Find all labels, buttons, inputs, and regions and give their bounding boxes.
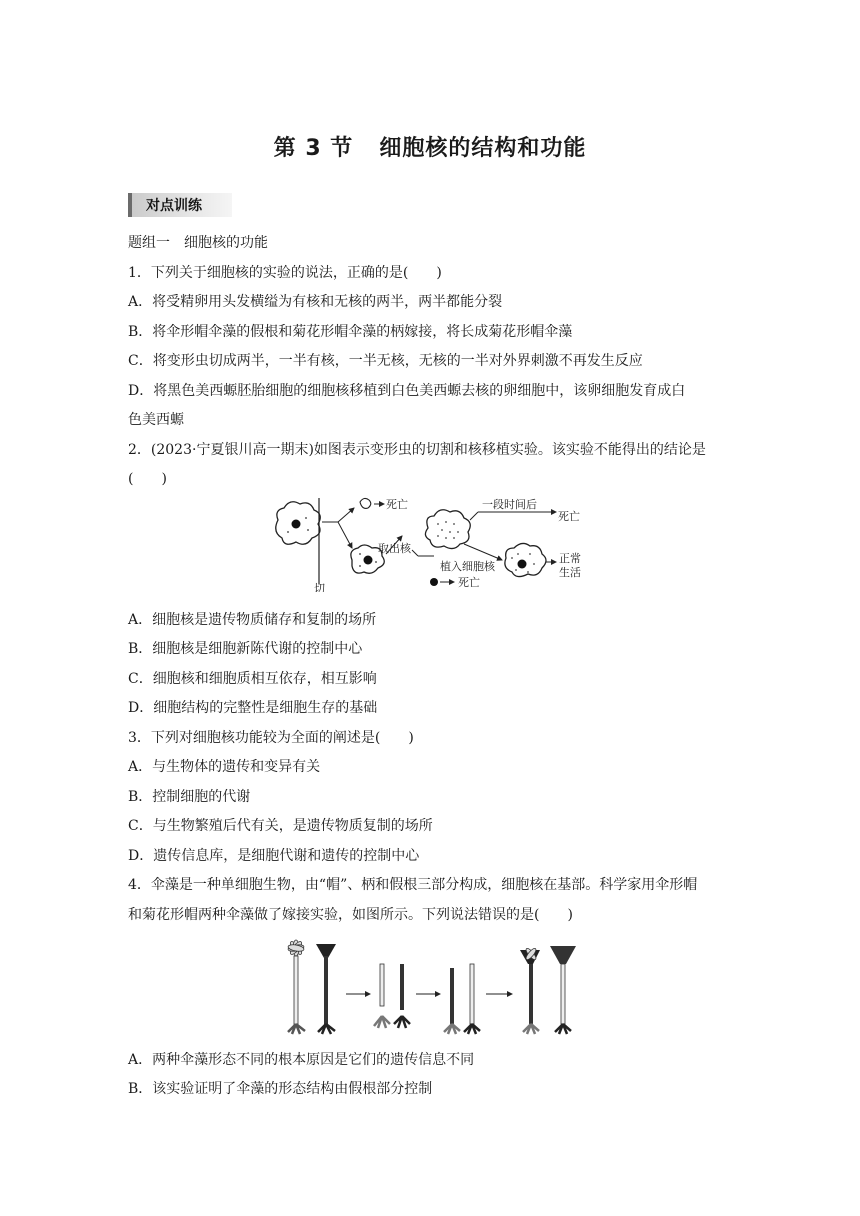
q2-option-d: D．细胞结构的完整性是细胞生存的基础 — [128, 700, 378, 716]
nucleus-extracted — [430, 578, 438, 586]
alga-umbrella-cap — [316, 944, 336, 1034]
nucleus-restored — [518, 560, 527, 569]
badge-label: 对点训练 — [146, 198, 202, 214]
q4-stem: 4．伞藻是一种单细胞生物，由“帽”、柄和假根三部分构成，细胞核在基部。科学家用伞形帽 — [128, 877, 698, 893]
alga-chrysanthemum-cap — [288, 940, 305, 1034]
q3-option-c: C．与生物繁殖后代有关，是遗传物质复制的场所 — [128, 818, 433, 834]
amoeba-experiment-figure — [272, 492, 592, 592]
q2-option-a: A．细胞核是遗传物质储存和复制的场所 — [128, 612, 377, 628]
normal-label-2: 生活 — [559, 566, 581, 579]
q2-option-b: B．细胞核是细胞新陈代谢的控制中心 — [128, 641, 363, 657]
q1-stem: 1．下列关于细胞核的实验的说法，正确的是( ) — [128, 265, 442, 281]
q3-option-a: A．与生物体的遗传和变异有关 — [128, 759, 321, 775]
section-name: 细胞核的结构和功能 — [379, 136, 587, 161]
normal-label-1: 正常 — [559, 552, 581, 565]
q4-option-b: B．该实验证明了伞藻的形态结构由假根部分控制 — [128, 1081, 433, 1097]
extract-nucleus-label: 取出核 — [378, 542, 411, 555]
alga-cut-stalks — [374, 964, 410, 1028]
death-label-1: 死亡 — [386, 498, 408, 511]
q3-option-b: B．控制细胞的代谢 — [128, 789, 251, 805]
practice-badge — [128, 193, 232, 217]
q3-stem: 3．下列对细胞核功能较为全面的阐述是( ) — [128, 730, 414, 746]
q1-option-d-cont: 色美西螈 — [128, 412, 184, 428]
nucleus-half — [364, 556, 373, 565]
q4-option-a: A．两种伞藻形态不同的根本原因是它们的遗传信息不同 — [128, 1052, 475, 1068]
q2-option-c: C．细胞核和细胞质相互依存，相互影响 — [128, 671, 377, 687]
nucleus-original — [292, 520, 301, 529]
alga-grafted — [444, 964, 480, 1034]
badge-bar — [128, 193, 132, 217]
cut-label: 切 — [314, 582, 325, 592]
death-label-3: 死亡 — [458, 576, 480, 589]
amoeba-restored — [505, 543, 546, 576]
implant-nucleus-label: 植入细胞核 — [440, 560, 495, 573]
q1-option-d: D．将黑色美西螈胚胎细胞的细胞核移植到白色美西螈去核的卵细胞中，该卵细胞发育成白 — [128, 383, 686, 399]
q1-option-a: A．将受精卵用头发横缢为有核和无核的两半，两半都能分裂 — [128, 294, 503, 310]
fragment-no-nucleus — [360, 498, 371, 508]
q2-stem-cont: ( ) — [128, 471, 167, 487]
q2-stem: 2．(2023·宁夏银川高一期末)如图表示变形虫的切割和核移植实验。该实验不能得出的结论是 — [128, 442, 706, 458]
after-time-label: 一段时间后 — [482, 498, 537, 511]
death-label-2: 死亡 — [558, 510, 580, 523]
group-heading: 题组一 细胞核的功能 — [128, 235, 268, 251]
q1-option-c: C．将变形虫切成两半，一半有核，一半无核，无核的一半对外界刺激不再发生反应 — [128, 353, 643, 369]
amoeba-enucleated — [425, 510, 470, 549]
page-title — [0, 131, 860, 162]
section-number: 第 3 节 — [273, 136, 354, 161]
q3-option-d: D．遗传信息库，是细胞代谢和遗传的控制中心 — [128, 848, 420, 864]
q4-stem-cont: 和菊花形帽两种伞藻做了嫁接实验，如图所示。下列说法错误的是( ) — [128, 907, 573, 923]
alga-regenerated — [520, 946, 576, 1034]
q1-option-b: B．将伞形帽伞藻的假根和菊花形帽伞藻的柄嫁接，将长成菊花形帽伞藻 — [128, 324, 573, 340]
acetabularia-graft-figure — [278, 936, 588, 1038]
